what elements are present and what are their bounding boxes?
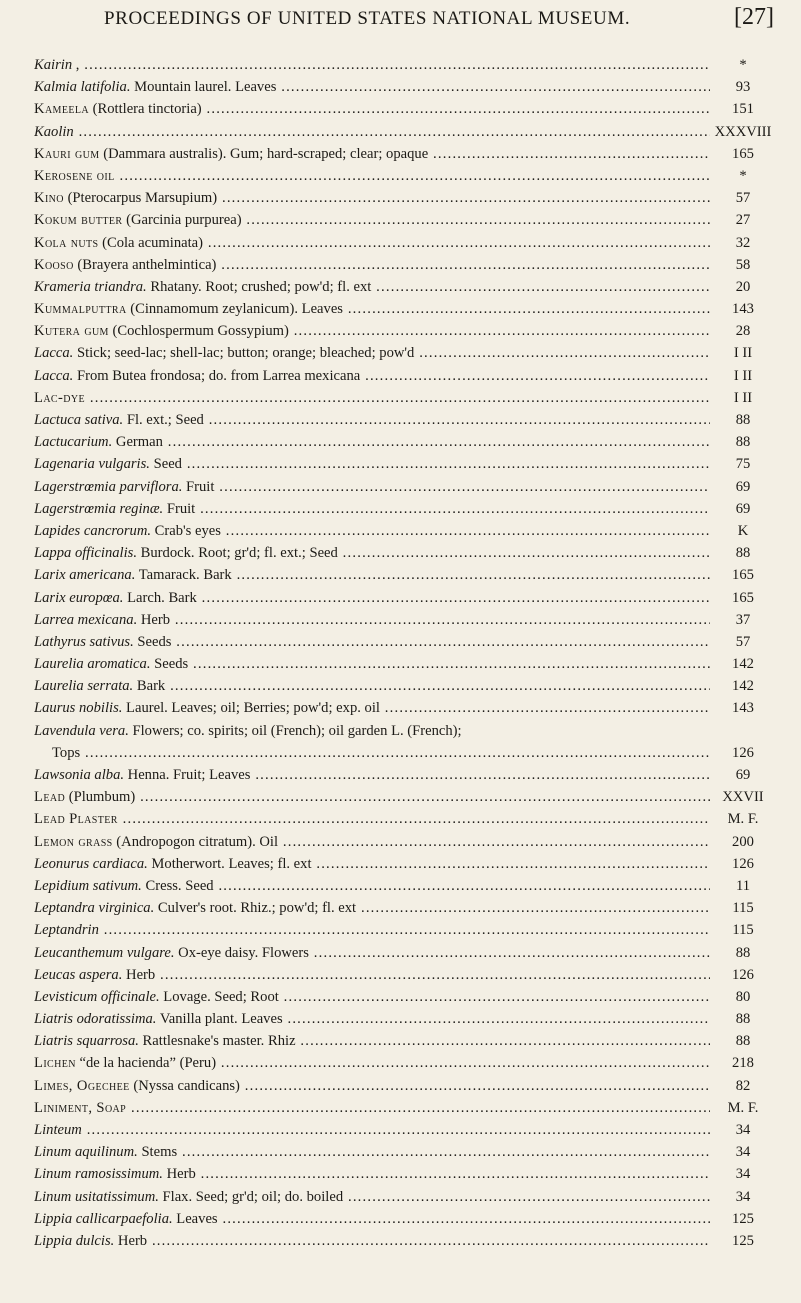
entry-reference: 28 xyxy=(712,320,774,342)
entry-name: Kummalputtra xyxy=(34,301,127,318)
entry-description: (Pterocarpus Marsupium) xyxy=(63,190,218,207)
entry-label xyxy=(34,453,710,475)
entry-name: Lagenaria vulgaris. xyxy=(34,456,150,473)
index-entry xyxy=(34,853,774,875)
entry-label xyxy=(34,942,710,964)
index-entry xyxy=(34,1186,774,1208)
index-entry xyxy=(34,564,774,586)
entry-description: Tops xyxy=(52,744,81,761)
entry-label xyxy=(34,54,710,76)
index-entry xyxy=(34,1030,774,1052)
index-entry xyxy=(34,1075,774,1097)
entry-reference: 88 xyxy=(712,542,774,564)
index-entry xyxy=(34,1141,774,1163)
entry-name: Linum ramosissimum. xyxy=(34,1166,163,1183)
entry-name: Levisticum officinale. xyxy=(34,988,160,1005)
entry-reference: 57 xyxy=(712,187,774,209)
entry-description: Herb xyxy=(114,1232,148,1249)
index-entry xyxy=(34,98,774,120)
entry-reference: 34 xyxy=(712,1141,774,1163)
entry-label xyxy=(34,1052,710,1074)
index-entry xyxy=(34,1097,774,1119)
entry-name: Linteum xyxy=(34,1122,82,1138)
entry-name: Liatris squarrosa. xyxy=(34,1033,139,1050)
index-entry xyxy=(34,609,774,631)
entry-description: (Dammara australis). Gum; hard-scraped; clear; opaque xyxy=(99,145,429,162)
entry-label xyxy=(34,875,710,897)
index-entry xyxy=(34,387,774,409)
entry-description: Flowers; co. spirits; oil (French); oil garden L. (French); xyxy=(128,722,462,739)
entry-description: German xyxy=(112,434,163,451)
entry-description: Mountain laurel. Leaves xyxy=(130,79,277,96)
entry-description: (Cinnamomum zeylanicum). Leaves xyxy=(126,301,343,318)
entry-description: (Garcinia purpurea) xyxy=(122,212,242,229)
entry-label xyxy=(34,853,710,875)
entry-reference: 115 xyxy=(712,897,774,919)
entry-reference: 200 xyxy=(712,831,774,853)
entry-description: Herb xyxy=(137,611,171,628)
entry-description: Crab's eyes xyxy=(151,522,221,539)
entry-reference: 34 xyxy=(712,1186,774,1208)
entry-reference: 115 xyxy=(712,919,774,941)
index-entry xyxy=(34,342,774,364)
entry-reference: 88 xyxy=(712,1008,774,1030)
entry-label xyxy=(34,254,710,276)
entry-label xyxy=(34,542,710,564)
index-entry xyxy=(34,1008,774,1030)
entry-reference: 142 xyxy=(712,653,774,675)
entry-label xyxy=(34,342,710,364)
entry-reference: 82 xyxy=(712,1075,774,1097)
entry-label xyxy=(34,498,710,520)
index-entry xyxy=(34,453,774,475)
entry-description: Laurel. Leaves; oil; Berries; pow'd; exp. oil xyxy=(122,700,380,717)
entry-name: Lepidium sativum. xyxy=(34,877,142,894)
entry-name: Liatris odoratissima. xyxy=(34,1011,157,1028)
entry-name: Lactucarium. xyxy=(34,434,113,451)
index-entry xyxy=(34,942,774,964)
entry-reference: 88 xyxy=(712,942,774,964)
entry-reference: 151 xyxy=(712,98,774,120)
index-entry xyxy=(34,831,774,853)
entry-name: Lacca. xyxy=(34,367,74,384)
entry-label xyxy=(34,165,710,187)
entry-description: “de la hacienda” (Peru) xyxy=(75,1055,217,1072)
entry-reference: 57 xyxy=(712,631,774,653)
index-entry xyxy=(34,653,774,675)
entry-description: Herb xyxy=(122,966,156,983)
entry-label xyxy=(34,986,710,1008)
entry-label xyxy=(34,1119,710,1141)
index-entry xyxy=(34,808,774,830)
index-entry xyxy=(34,1119,774,1141)
entry-reference: 125 xyxy=(712,1230,774,1252)
index-entry xyxy=(34,786,774,808)
entry-reference: M. F. xyxy=(712,1097,774,1119)
entry-reference: * xyxy=(712,165,774,187)
index-entry xyxy=(34,498,774,520)
entry-label xyxy=(34,720,774,742)
entry-reference: 143 xyxy=(712,697,774,719)
index-entry xyxy=(34,1163,774,1185)
entry-reference: 142 xyxy=(712,675,774,697)
entry-label xyxy=(34,786,710,808)
entry-description: Stems xyxy=(137,1144,178,1161)
entry-label xyxy=(34,121,710,143)
entry-description: Motherwort. Leaves; fl. ext xyxy=(147,855,312,872)
entry-label xyxy=(34,564,710,586)
entry-name: Lavendula vera. xyxy=(34,722,129,739)
entry-reference: I II xyxy=(712,387,774,409)
entry-name: Lappa officinalis. xyxy=(34,545,137,562)
entry-name: Kooso xyxy=(34,256,74,273)
entry-label xyxy=(34,476,710,498)
index-entry xyxy=(34,187,774,209)
index-entry xyxy=(34,587,774,609)
entry-reference: 69 xyxy=(712,764,774,786)
index-entry xyxy=(34,675,774,697)
entry-name: Lac-dye xyxy=(34,389,86,406)
entry-label xyxy=(34,964,710,986)
index-entry xyxy=(34,476,774,498)
entry-reference: K xyxy=(712,520,774,542)
entry-reference: 11 xyxy=(712,875,774,897)
entry-label xyxy=(34,365,710,387)
entry-description: Flax. Seed; gr'd; oil; do. boiled xyxy=(158,1188,344,1205)
index-entry xyxy=(34,875,774,897)
index-entry xyxy=(34,298,774,320)
entry-name: Kauri gum xyxy=(34,145,100,162)
entry-description: (Cola acuminata) xyxy=(98,234,203,251)
entry-name: Kaolin xyxy=(34,123,74,140)
entry-reference: 126 xyxy=(712,742,774,764)
entry-label xyxy=(34,298,710,320)
index-entry xyxy=(34,121,774,143)
index-entry xyxy=(34,897,774,919)
entry-name: Kola nuts xyxy=(34,234,99,251)
entry-reference: 69 xyxy=(712,476,774,498)
index-entry xyxy=(34,631,774,653)
entry-name: Laurelia serrata. xyxy=(34,678,134,695)
entry-name: Leucanthemum vulgare. xyxy=(34,944,175,961)
entry-name: Kalmia latifolia. xyxy=(34,79,131,96)
entry-reference: I II xyxy=(712,342,774,364)
entry-name: Kameela xyxy=(34,101,89,118)
entry-name: Krameria triandra. xyxy=(34,278,147,295)
index-entry xyxy=(34,320,774,342)
entry-reference: 27 xyxy=(712,209,774,231)
entry-label xyxy=(34,764,710,786)
entry-label xyxy=(34,897,710,919)
entry-reference: I II xyxy=(712,365,774,387)
entry-name: Lagerstrœmia reginæ. xyxy=(34,500,164,517)
entry-reference: 20 xyxy=(712,276,774,298)
page-header xyxy=(104,4,774,38)
entry-name: Kokum butter xyxy=(34,212,123,229)
entry-reference: 69 xyxy=(712,498,774,520)
index-entry xyxy=(34,1208,774,1230)
entry-reference: 218 xyxy=(712,1052,774,1074)
index-entry xyxy=(34,986,774,1008)
entry-name: Kerosene oil xyxy=(34,167,115,184)
index-entry xyxy=(34,542,774,564)
entry-reference: XXVII xyxy=(712,786,774,808)
index-entry xyxy=(34,76,774,98)
entry-description: Rhatany. Root; crushed; pow'd; fl. ext xyxy=(146,278,372,295)
index-entry xyxy=(34,520,774,542)
entry-name: Lemon grass xyxy=(34,833,113,850)
entry-reference: 93 xyxy=(712,76,774,98)
entry-name: Kino xyxy=(34,190,64,207)
index-entry xyxy=(34,742,774,764)
entry-label xyxy=(34,143,710,165)
entry-label xyxy=(34,1008,710,1030)
entry-description: (Brayera anthelmintica) xyxy=(73,256,217,273)
entry-description: From Butea frondosa; do. from Larrea mexicana xyxy=(73,367,361,384)
index-entry xyxy=(34,232,774,254)
entry-label xyxy=(34,587,710,609)
entry-description: Seed xyxy=(149,456,182,473)
entry-name: Larix europœa. xyxy=(34,589,124,606)
entry-description: Stick; seed-lac; shell-lac; button; orange; bleached; pow'd xyxy=(73,345,415,362)
entry-reference: 80 xyxy=(712,986,774,1008)
index-entry xyxy=(34,720,774,742)
entry-name: Liniment, Soap xyxy=(34,1099,127,1116)
index-entry xyxy=(34,1052,774,1074)
entry-label xyxy=(34,631,710,653)
entry-description: Vanilla plant. Leaves xyxy=(156,1011,283,1028)
entry-reference: * xyxy=(712,54,774,76)
entry-label xyxy=(34,76,710,98)
entry-name: Laurelia aromatica. xyxy=(34,656,151,673)
entry-reference: 34 xyxy=(712,1119,774,1141)
entry-description: Culver's root. Rhiz.; pow'd; fl. ext xyxy=(154,900,357,917)
entry-label xyxy=(34,431,710,453)
entry-label xyxy=(34,808,710,830)
entry-reference: 88 xyxy=(712,1030,774,1052)
entry-name: Lippia dulcis. xyxy=(34,1232,115,1249)
entry-name: Kairin xyxy=(34,57,73,73)
entry-reference: M. F. xyxy=(712,808,774,830)
entry-description: Fruit xyxy=(163,500,196,517)
entry-name: Lichen xyxy=(34,1055,76,1072)
entry-label xyxy=(34,98,710,120)
entry-reference: 125 xyxy=(712,1208,774,1230)
entry-description: Larch. Bark xyxy=(123,589,197,606)
entry-name: Linum usitatissimum. xyxy=(34,1188,159,1205)
index-entry xyxy=(34,143,774,165)
entry-reference: 165 xyxy=(712,564,774,586)
entry-description: Cress. Seed xyxy=(141,877,214,894)
index-entry xyxy=(34,254,774,276)
entry-description: (Andropogon citratum). Oil xyxy=(112,833,279,850)
index-entry xyxy=(34,764,774,786)
entry-name: Lactuca sativa. xyxy=(34,412,124,428)
entry-label xyxy=(34,697,710,719)
entry-name: Larix americana. xyxy=(34,567,136,584)
entry-reference: 34 xyxy=(712,1163,774,1185)
entry-reference: 165 xyxy=(712,143,774,165)
entry-description: Lovage. Seed; Root xyxy=(159,988,279,1005)
index-entry xyxy=(34,209,774,231)
entry-description: (Nyssa candicans) xyxy=(129,1077,240,1094)
entry-name: Laurus nobilis. xyxy=(34,700,123,717)
entry-name: Lagerstrœmia parviflora. xyxy=(34,478,183,495)
entry-name: Leucas aspera. xyxy=(34,966,123,983)
entry-label xyxy=(34,1141,710,1163)
entry-name: Kutera gum xyxy=(34,323,109,340)
entry-name: Lippia callicarpaefolia. xyxy=(34,1210,173,1227)
entry-label xyxy=(34,409,710,431)
entry-label xyxy=(34,520,710,542)
entry-label xyxy=(34,1163,710,1185)
entry-label xyxy=(34,609,710,631)
entry-name: Lead xyxy=(34,789,66,806)
entry-reference: 143 xyxy=(712,298,774,320)
entry-label xyxy=(52,742,710,764)
index-entry xyxy=(34,54,774,76)
entry-name: Leptandra virginica. xyxy=(34,900,155,917)
entry-name: Leptandrin xyxy=(34,922,99,939)
entry-label xyxy=(34,1230,710,1252)
index-entry xyxy=(34,964,774,986)
entry-label xyxy=(34,1097,710,1119)
entry-description: Burdock. Root; gr'd; fl. ext.; Seed xyxy=(136,545,338,562)
entry-label xyxy=(34,675,710,697)
entry-label xyxy=(34,187,710,209)
entry-name: Lathyrus sativus. xyxy=(34,633,134,650)
index-entry xyxy=(34,409,774,431)
entry-label xyxy=(34,276,710,298)
index-entry xyxy=(34,276,774,298)
entry-reference: 88 xyxy=(712,409,774,431)
entry-label xyxy=(34,232,710,254)
entry-label xyxy=(34,1186,710,1208)
entry-reference: 165 xyxy=(712,587,774,609)
entry-name: Larrea mexicana. xyxy=(34,611,138,628)
entry-description: Seeds xyxy=(133,633,172,650)
entry-description: Leaves xyxy=(172,1210,218,1227)
entry-reference: 32 xyxy=(712,232,774,254)
entry-label xyxy=(34,1208,710,1230)
entry-label xyxy=(34,320,710,342)
entry-description: Herb xyxy=(162,1166,196,1183)
entry-description: Fruit xyxy=(182,478,215,495)
entry-label xyxy=(34,1030,710,1052)
index-entry xyxy=(34,919,774,941)
entry-reference: 58 xyxy=(712,254,774,276)
entry-label xyxy=(34,1075,710,1097)
entry-description: Seeds xyxy=(150,656,189,673)
entry-description: (Rottlera tinctoria) xyxy=(89,101,202,118)
index-entry xyxy=(34,165,774,187)
entry-description: Fl. ext.; Seed xyxy=(123,412,204,428)
entry-name: Lawsonia alba. xyxy=(34,767,125,783)
running-title: PROCEEDINGS OF UNITED STATES NATIONAL MUSEUM. xyxy=(104,8,631,29)
page-number: [27] xyxy=(734,4,774,30)
entry-description: (Plumbum) xyxy=(65,789,136,806)
entry-name: Lapides cancrorum. xyxy=(34,522,152,539)
entry-description: Rattlesnake's master. Rhiz xyxy=(138,1033,296,1050)
entry-name: Limes, Ogechee xyxy=(34,1077,130,1094)
entry-description: Ox-eye daisy. Flowers xyxy=(174,944,309,961)
entry-description: Bark xyxy=(133,678,166,695)
entry-name: Leonurus cardiaca. xyxy=(34,855,148,872)
entry-name: Lacca. xyxy=(34,345,74,362)
entry-label xyxy=(34,831,710,853)
entry-description: (Cochlospermum Gossypium) xyxy=(108,323,289,340)
entry-name: Lead Plaster xyxy=(34,811,118,828)
index-entry xyxy=(34,365,774,387)
entry-label xyxy=(34,387,710,409)
entry-reference: 126 xyxy=(712,853,774,875)
entry-label xyxy=(34,653,710,675)
index-entry xyxy=(34,431,774,453)
entry-label xyxy=(34,209,710,231)
entry-reference: XXXVIII xyxy=(712,121,774,143)
entry-label xyxy=(34,919,710,941)
index-entries xyxy=(34,54,774,1252)
entry-reference: 75 xyxy=(712,453,774,475)
entry-description: , xyxy=(72,57,80,73)
entry-name: Linum aquilinum. xyxy=(34,1144,138,1161)
index-entry xyxy=(34,697,774,719)
entry-description: Tamarack. Bark xyxy=(135,567,232,584)
entry-reference: 88 xyxy=(712,431,774,453)
entry-reference: 37 xyxy=(712,609,774,631)
index-entry xyxy=(34,1230,774,1252)
entry-description: Henna. Fruit; Leaves xyxy=(124,767,251,783)
entry-reference: 126 xyxy=(712,964,774,986)
